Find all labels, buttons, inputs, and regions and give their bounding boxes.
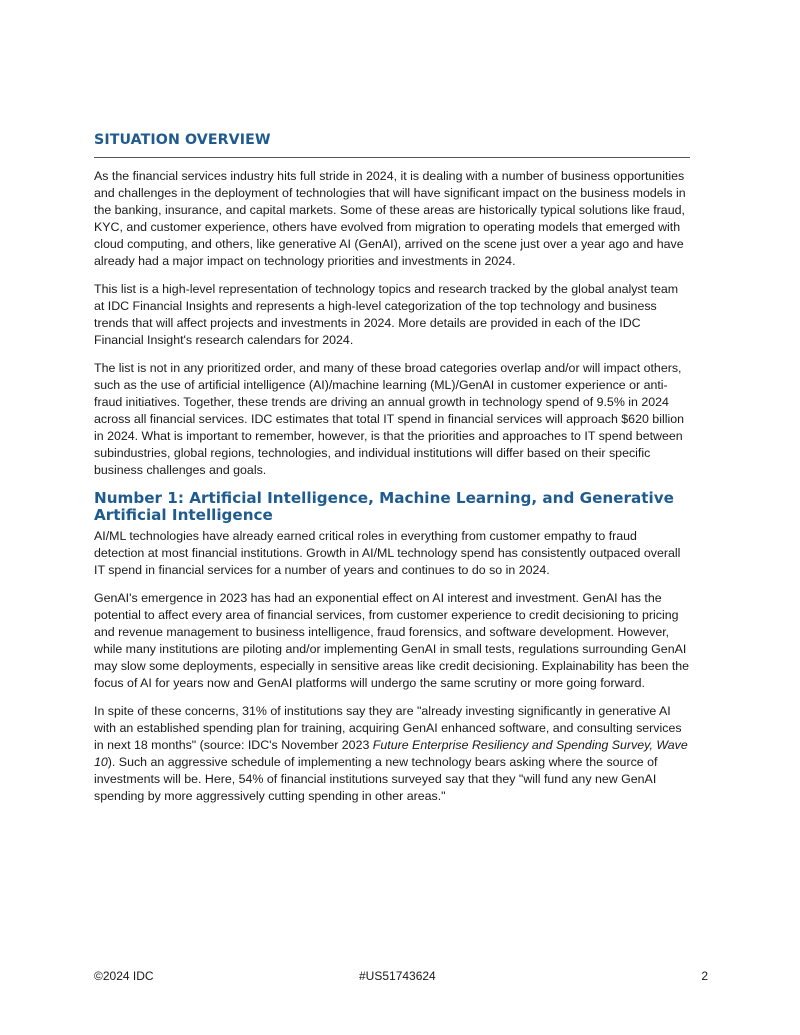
paragraph: As the financial services industry hits full stride in 2024, it is dealing with a number of business opportunities and challenges in the deployment of technologies that will have significant impact on the business models in the banking, insurance, and capital markets. Some of these areas are historically typical solutions like fraud, KYC, and customer experience, others have evolved from migration to operating models that emerged with cloud computing, and others, like generative AI (GenAI), arrived on the scene just over a year ago and have already had a major impact on technology priorities and investments in 2024. — [94, 169, 686, 268]
paragraph: AI/ML technologies have already earned critical roles in everything from customer empathy to fraud detection at most financial institutions. Growth in AI/ML technology spend has consistently outpaced overall IT spend in financial services for a number of years and continues to do so in 2024. — [94, 529, 681, 577]
document-body — [94, 168, 690, 816]
paragraph-text: ). Such an aggressive schedule of implementing a new technology bears asking where the source of investments will be. Here, 54% of financial institutions surveyed say that they "will fund any new GenAI spending by more aggressively cutting spending in other areas." — [94, 755, 658, 803]
paragraph: The list is not in any prioritized order, and many of these broad categories overlap and/or will impact others, such as the use of artificial intelligence (AI)/machine learning (ML)/GenAI in customer experience or anti-fraud initiatives. Together, these trends are driving an annual growth in technology spend of 9.5% in 2024 across all financial services. IDC estimates that total IT spend in financial services will approach $620 billion in 2024. What is important to remember, however, is that the priorities and approaches to IT spend between subindustries, global regions, technologies, and individual institutions will differ based on their specific business challenges and goals. — [94, 361, 684, 477]
section-divider — [94, 157, 690, 158]
paragraph — [94, 703, 690, 805]
footer-page-number: 2 — [701, 969, 708, 983]
paragraph-text: In spite of these concerns, 31% of institutions say they are "already investing significantly in generative AI with an established spending plan for training, acquiring GenAI enhanced software, and consulting services in next 18 months" (source: IDC's November 2023 — [94, 704, 682, 752]
section-title: SITUATION OVERVIEW — [94, 132, 271, 148]
footer-copyright: ©2024 IDC — [94, 969, 154, 983]
source-citation: Future Enterprise Resiliency and Spending Survey, Wave 10 — [94, 738, 688, 769]
paragraph: This list is a high-level representation of technology topics and research tracked by the global analyst team at IDC Financial Insights and represents a high-level categorization of the top technology and business trends that will affect projects and investments in 2024. More details are provided in each of the IDC Financial Insight's research calendars for 2024. — [94, 282, 679, 347]
subsection-title: Number 1: Artificial Intelligence, Machine Learning, and Generative Artificial Intelligence — [94, 489, 674, 524]
footer-doc-id: #US51743624 — [359, 969, 436, 983]
paragraph: GenAI's emergence in 2023 has had an exponential effect on AI interest and investment. GenAI has the potential to affect every area of financial services, from customer experience to credit decisioning to pricing and revenue management to business intelligence, fraud forensics, and software development. However, while many institutions are piloting and/or implementing GenAI in small tests, regulations surrounding GenAI may slow some deployments, especially in sensitive areas like credit decisioning. Explainability has been the focus of AI for years now and GenAI platforms will undergo the same scrutiny or more going forward. — [94, 591, 690, 690]
